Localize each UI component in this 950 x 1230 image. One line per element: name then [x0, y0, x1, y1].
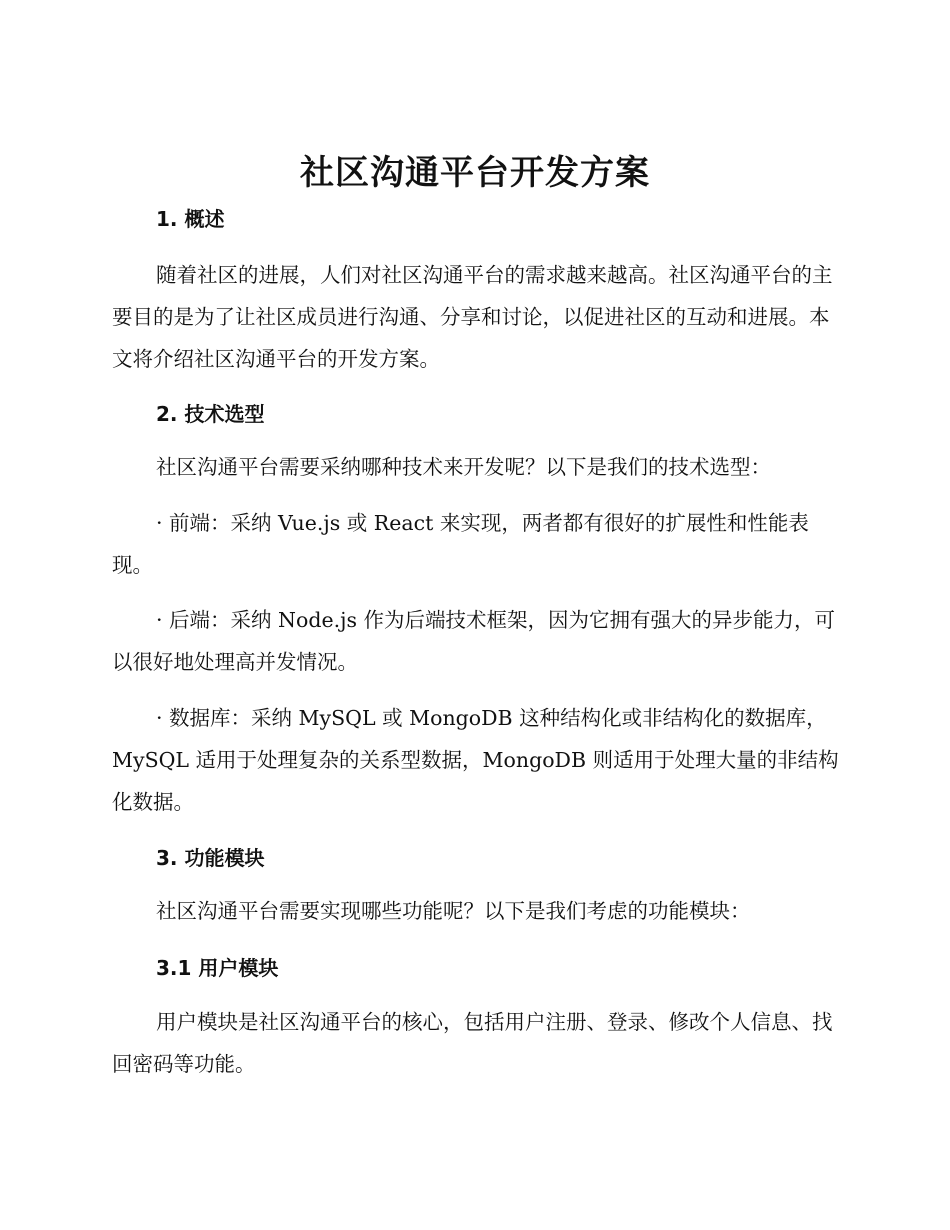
- bullet-database: · 数据库：采纳 MySQL 或 MongoDB 这种结构化或非结构化的数据库，MySQL 适用于处理复杂的关系型数据，MongoDB 则适用于处理大量的非结构化数据。: [112, 706, 839, 814]
- paragraph-modules-intro: 社区沟通平台需要实现哪些功能呢？以下是我们考虑的功能模块：: [156, 899, 751, 923]
- section-heading-tech: 2. 技术选型: [156, 402, 265, 426]
- section-heading-user-module: 3.1 用户模块: [156, 956, 279, 980]
- paragraph-tech-intro: 社区沟通平台需要采纳哪种技术来开发呢？以下是我们的技术选型：: [156, 455, 771, 479]
- paragraph-user-module: 用户模块是社区沟通平台的核心，包括用户注册、登录、修改个人信息、找回密码等功能。: [112, 1010, 833, 1076]
- section-heading-modules: 3. 功能模块: [156, 846, 265, 870]
- bullet-backend: · 后端：采纳 Node.js 作为后端技术框架，因为它拥有强大的异步能力，可以很好地处理高并发情况。: [112, 608, 835, 674]
- document-title: 社区沟通平台开发方案: [300, 153, 650, 193]
- bullet-frontend: · 前端：采纳 Vue.js 或 React 来实现，两者都有很好的扩展性和性能表现。: [112, 511, 809, 577]
- section-heading-overview: 1. 概述: [156, 207, 225, 231]
- paragraph-overview: 随着社区的进展，人们对社区沟通平台的需求越来越高。社区沟通平台的主要目的是为了让社区成员进行沟通、分享和讨论，以促进社区的互动和进展。本文将介绍社区沟通平台的开发方案。: [112, 263, 833, 371]
